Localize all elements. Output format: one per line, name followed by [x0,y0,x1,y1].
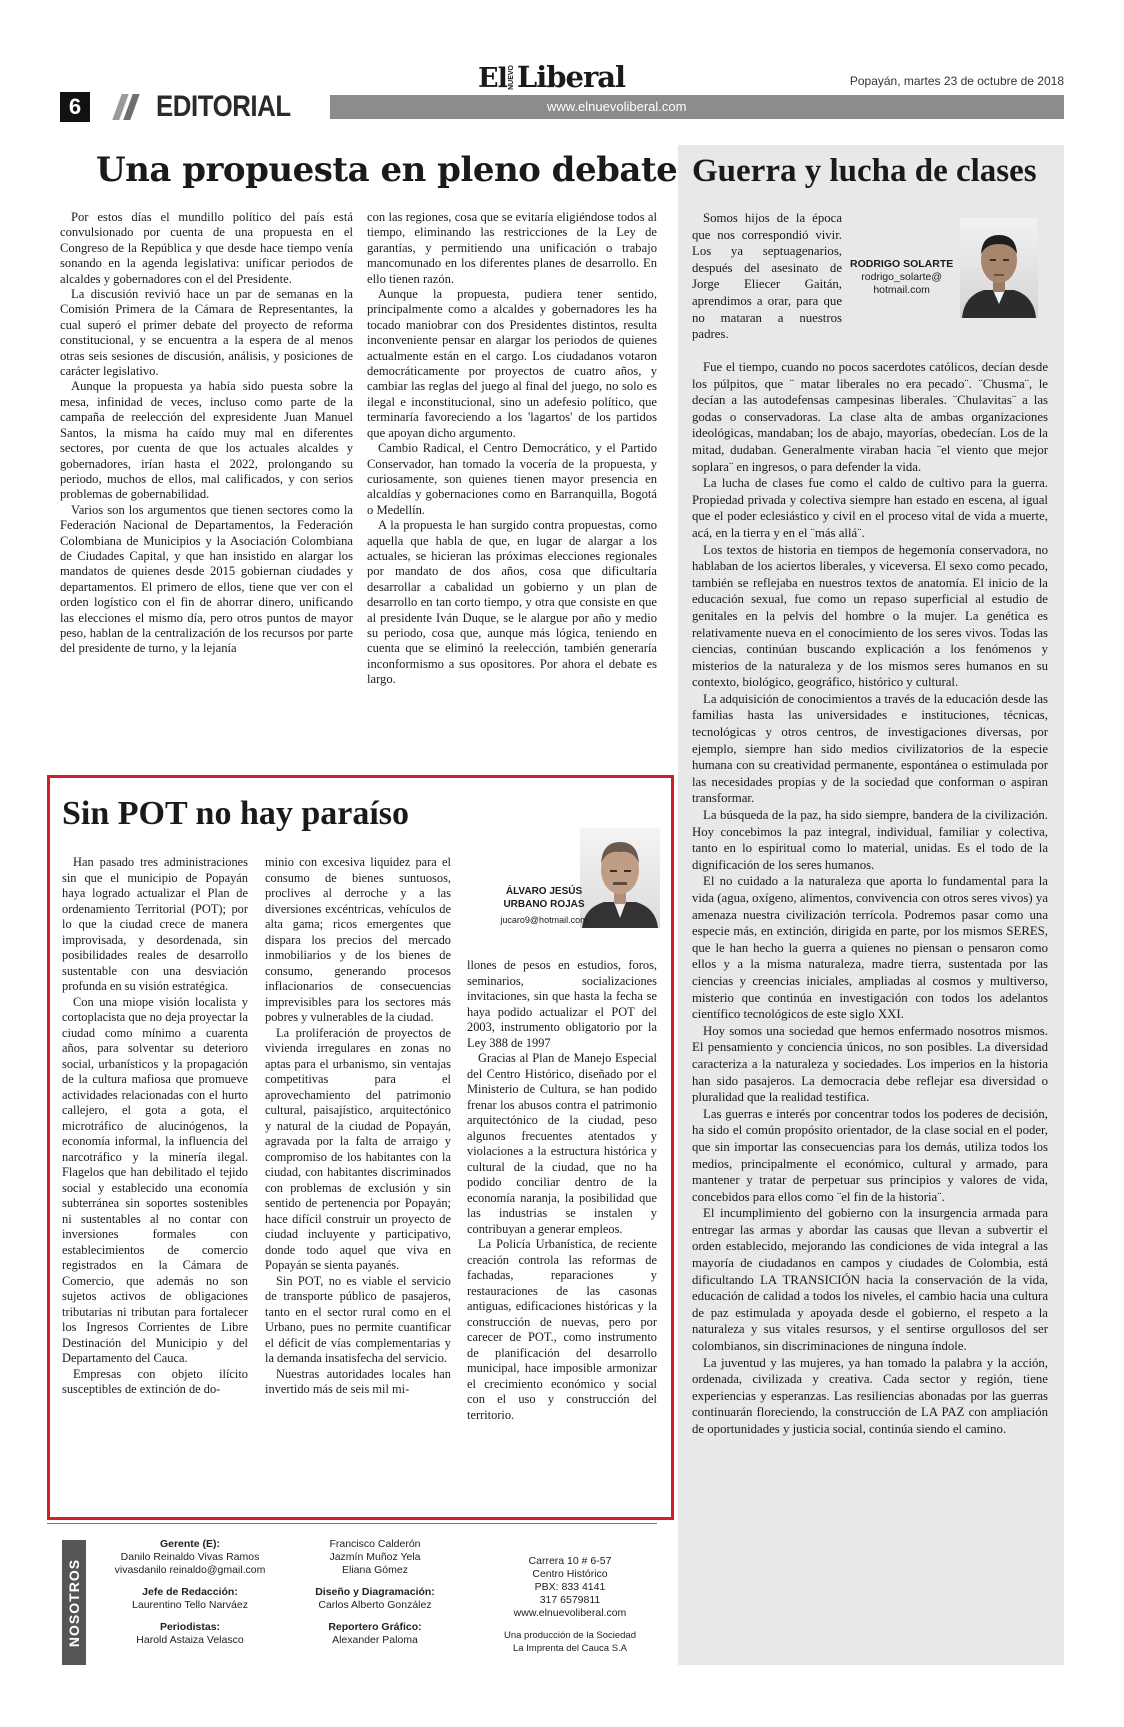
staff-name: Jazmín Muñoz Yela [329,1551,421,1563]
website-link[interactable]: www.elnuevoliberal.com [513,1607,627,1619]
paragraph: La Policía Urbanística, de reciente creación controla las reformas de fachadas, reparaciones y restauraciones de las casonas antiguas, edificaciones históricas y la construcción de nuevas, pero por carecer de POT., como instrumento de planificación del desarrollo municipal, hace imposible armonizar el crecimiento económico y social con el uso y construcción del territorio. [467,1237,657,1422]
paragraph: Las guerras e interés por concentrar todos los poderes de decisión, ha sido el común propósito orientador, de la clase social en el poder, que sin importar las consecuencias para los demás, utiliza todos los medios, principalmente el económico, cultural y armado, para mantener y tratar de perpetuar sus principios y valores de vida, concebidos para ellos como ¨el fin de la historia¨. [692,1106,1048,1204]
staff-name: Carlos Alberto González [318,1599,432,1611]
paragraph: Fue el tiempo, cuando no pocos sacerdotes católicos, decían desde los púlpitos, que ¨ matar liberales no era pecado¨. ¨Chusma¨, le decían a las autodefensas campesinas liberales. ¨Chulavitas¨ a las godas o conservadoras. La clase alta de ambas organizaciones ideológicas, mandaban; los de abajo, mayorías, obedecían. Los de la mitad, dudaban. Generalmente viraban hacia ¨el viento que mejor soplara¨ en ingresos, o para defender la vida. [692,360,1048,474]
section-title: EDITORIAL [156,90,291,123]
staff-name: Eliana Gómez [342,1564,408,1576]
paragraph: La proliferación de proyectos de vivienda irregulares en zonas no aptas para el urbanismo, sin ventajas competitivas para el aprovechamiento del patrimonio cultural, paisajístico, arquitectónico y natural de la ciudad de Popayán, agravada por la falta de arraigo y compromiso de los habitantes con la ciudad, con habitantes discriminados con problemas de exclusión y sin sentido de pertenencia por Popayán; hace difícil construir un proyecto de ciudad incluyente y participativo, donde todo aquel que viva en Popayán se sienta payanés. [265,1025,451,1272]
paragraph: El no cuidado a la naturaleza que aporta lo fundamental para la vida (agua, oxígeno, alimentos, convivencia con otros seres vivos) ya amenaza nuestra civilización terrícola. Podremos pasar como una especie más, en extinción, dirigida en parte, por los mismos SERES, que le han hecho la guerra a quienes no piensan o pensaron como ellos y a la misma naturaleza, madre tierra, sustentada por las ciencias y creencias iniciales, ampliadas al cosmos y multiverso, misterio que continúa en investigación con todos los adelantos científico tecnológicos de este siglo XXI. [692,874,1048,1022]
staff-name: Laurentino Tello Narváez [132,1599,248,1611]
paragraph: Con una miope visión localista y cortoplacista que no deja proyectar la ciudad como mínimo a cuarenta años, para solventar su deterioro social, urbanísticos y la propagación de la cultura mafiosa que promueve actividades relacionadas con el hurto callejero, el gota a gota, el microtráfico de alucinógenos, la economía informal, la influencia del narcotráfico y la minería ilegal. Flagelos que han debilitado el tejido social y establecido una economía subterránea sin soportes sostenibles ni sustentables al no contar con inversiones formales con establecimientos de comercio registrados en la Cámara de Comercio, que además no son sujetos activos de obligaciones tributarias ni tributan para fortalecer los Ingresos Corrientes de Libre Destinación del Municipio y del Departamento del Cauca. [62,994,248,1365]
staff-role: Gerente (E): [159,1538,221,1550]
staff-email: vivasdanilo reinaldo@gmail.com [114,1564,266,1576]
staff-role: Periodistas: [159,1621,221,1633]
publisher-credit: Una producción de la Sociedad [503,1630,637,1641]
paragraph: Por estos días el mundillo político del país está convulsionado por cuenta de una propuesta en el Congreso de la República y que desde hace tiempo venía sonando en la agenda legislativa: unificar periodos de alcaldes y gobernadores con el del Presidente. [60,210,353,286]
editorial-column-1 [60,210,353,657]
contact-info [480,1555,660,1655]
opinion-headline: Guerra y lucha de clases [692,153,1037,189]
paragraph: con las regiones, cosa que se evitaría eligiéndose todos al tiempo, eliminando las restricciones de la Ley de garantías, y permitiendo una unificación o trabajo mancomunado en los diferentes planes de desarrollo. En ello tienen razón. [367,210,657,286]
paragraph: Gracias al Plan de Manejo Especial del Centro Histórico, diseñado por el Ministerio de Cultura, se han podido frenar los abusos contra el patrimonio arquitectónico de la ciudad, peso algunos frecuentes atentados y violaciones a la estructura histórica y cultural de la ciudad, que no ha podido conciliar dentro de la economía naranja, la posibilidad que las industrias se instalen y contribuyan a generar empleos. [467,1051,657,1236]
opinion-body [692,359,1048,1438]
page-number: 6 [60,92,90,122]
paragraph: La juventud y las mujeres, ya han tomado la palabra y la acción, ordenada, civilizada y creativa. Cada sector y región, tiene experiencias y esperanzas. Las resiliencias abonadas por las guerras continuarán floreciendo, la construcción de LA PAZ con ampliación de oportunidades y justicia social, continúa siendo el camino. [692,1355,1048,1436]
boxed-column-1 [62,855,248,1398]
paragraph: llones de pesos en estudios, foros, seminarios, socializaciones invitaciones, sin que hasta la fecha se haya podido actualizar el POT del 2003, instrumento obligatorio por la Ley 388 de 1997 [467,958,657,1050]
staff-role: Jefe de Redacción: [142,1586,238,1598]
paragraph: La búsqueda de la paz, ha sido siempre, bandera de la civilización. Hoy concebimos la paz integral, individual, familiar y colectiva, tanto en lo espiritual como lo material, unidas. Es el todo de la dignificación de los seres humanos. [692,808,1048,872]
author-email: jucaro9@hotmail.com [500,915,588,925]
paragraph: Han pasado tres administraciones sin que el municipio de Popayán haya logrado actualizar el Plan de ordenamiento Territorial (POT); por lo que la ciudad crece de manera improvisada, y desordenada, sin posibilidades reales de desarrollo sustentable con una desviación profunda en su visión estratégica. [62,855,248,993]
paragraph: Los textos de historia en tiempos de hegemonía conservadora, no hablaban de los aciertos liberales, y viceversa. El sexo como pecado, también se reflejaba en nuestros textos de anatomía. El inicio de la educación sexual, fue como un repaso superficial al estudio de genitales en la pelvis del hombre o la mujer. La genética es relativamente nueva en el conocimiento de los seres vivos. Todas las ciencias, continúan buscando explicación a los fenómenos y misterios de la naturaleza y de los mismos seres humanos en su contexto, biológico, geográfico, histórico y cultural. [692,542,1048,690]
address: Carrera 10 # 6-57 [528,1555,612,1567]
paragraph: La adquisición de conocimientos a través de la educación desde las familias hasta las universidades e instituciones, técnicas, tecnológicas y otros centros, de investigaciones diversas, por ejemplo, siempre han sido medios civilizatorios de la especie humana con su creatividad permanente, espontánea o estimulada por las necesidades propias y de la sociedad que conforman o aspiran transformar. [692,691,1048,806]
paragraph: Nuestras autoridades locales han invertido más de seis mil mi- [265,1366,451,1396]
paragraph: El incumplimiento del gobierno con la insurgencia armada para entregar las armas y abordar las causas que llevan a subvertir el orden establecido, mejorando las condiciones de vida integral a las mayoría de ciudadanos en campos y ciudades de Colombia, está dificultando LA TRANSICIÓN hacia la conservación de la vida, educación de calidad a todos los niveles, el cambio hacia una cultura de paz estimulada y apoyada desde el gobierno, el respeto a la naturaleza y sus vitales resursos, y el sentirse orgullosos del ser colombianos, sin discriminaciones de ninguna índole. [692,1206,1048,1354]
staff-role: Diseño y Diagramación: [315,1586,435,1598]
logo-nuevo: NUEVO [507,65,515,90]
paragraph: Sin POT, no es viable el servicio de transporte público de pasajeros, tanto en el sector rural como en el Urbano, pues no permite cuantificar el déficit de vías complementarias y la demanda insatisfecha del servicio. [265,1273,451,1365]
staff-management [100,1538,280,1647]
paragraph: La lucha de clases fue como el caldo de cultivo para la guerra. Propiedad privada y colectiva siempre han estado en escena, al igual que el poder eclesiástico y civil en el proceso vital de vida a muerte, acá, en la tierra y en el ¨más allá¨. [692,476,1048,540]
paragraph: Aunque la propuesta, pudiera tener sentido, principalmente como a alcaldes y gobernadores les ha tocado maniobrar con dos Presidentes distintos, resulta inconveniente pensar en alargar los periodos de quienes actualmente están en el cargo. Los ciudadanos votaron democráticamente por proyectos de cuatro años, y cambiar las reglas del juego al final del juego, no solo es ilegal e inconstitucional, sino un adefesio político, que terminaría favoreciendo a los 'lagartos' de los partidos que apoyan dicho argumento. [367,287,657,440]
paragraph: A la propuesta le han surgido contra propuestas, como aquella que habla de que, en lugar de alargar a los actuales, se hicieran las próximas elecciones regionales por mandato de dos años, cosa que dificultaría desarrollar a cabalidad un gobierno y un plan de desarrollo en tan corto tiempo, y otra que consiste en que al presidente Iván Duque, se le alargue por año y medio su periodo, cosa que, aunque más lógica, teniendo en cuenta que se eliminó la reelección, también generaría inconformismo a sus opositores. Por ahora el debate es largo. [367,518,657,687]
opinion-byline [850,258,953,297]
site-url: www.elnuevoliberal.com [547,99,687,114]
paragraph: Somos hijos de la época que nos correspondió vivir. Los ya septuagenarios, después del asesinato de Jorge Eliecer Gaitán, aprendimos a orar, para que no mataran a nuestros padres. [692,211,842,342]
nosotros-tab [62,1540,86,1665]
publisher-credit: La Imprenta del Cauca S.A [512,1643,628,1654]
author-photo [960,218,1038,318]
author-name: URBANO ROJAS [503,899,585,910]
issue-date: Popayán, martes 23 de octubre de 2018 [849,74,1064,88]
newspaper-logo [478,58,625,92]
staff-name: Alexander Paloma [332,1634,418,1646]
paragraph: Empresas con objeto ilícito susceptibles de extinción de do- [62,1366,248,1396]
logo-el: El [478,63,507,94]
paragraph: minio con excesiva liquidez para el consumo de bienes suntuosos, proclives al derroche y a las diversiones excéntricas, vehículos de alta gama; ricos emergentes que dispara los precios del mercado inmobiliarios y de los bienes de consumo, generando procesos inflacionarios de consecuencias imprevisibles para los sectores más pobres y vulnerables de la ciudad. [265,855,451,1024]
phone: PBX: 833 4141 [534,1581,606,1593]
nosotros-label: NOSOTROS [66,1558,82,1647]
section-header-bar [60,92,1064,122]
phone: 317 6579811 [539,1594,601,1606]
boxed-article-byline [494,885,594,927]
editorial-column-2 [367,210,657,688]
paragraph: Varios son los argumentos que tienen sectores como la Federación Nacional de Departamentos, la Federación Colombiana de Municipios y la Asociación Colombiana de Ciudades Capital, y que han insistido en alargar los mandatos de quienes desde 2015 gobiernan ciudades y departamentos. El primero de ellos, tiene que ver con el orden logístico con el fin de ahorrar dinero, unificando las elecciones el mismo día, pero otros puntos de mayor peso, hablan de la centralización de los recursos por parte del presidente de turno, y la lejanía [60,502,353,656]
paragraph: Hoy somos una sociedad que hemos enfermado nosotros mismos. El pensamiento y conciencia únicos, no son posibles. La diversidad caracteriza a la naturaleza y sociedades. Los imperios en la historia han sido pasajeros. La democracia debe reflejar esa diversidad o pluralidad que la realidad testifica. [692,1023,1048,1105]
paragraph: Cambio Radical, el Centro Democrático, y el Partido Conservador, han tomado la vocería de la propuesta, y curiosamente, son quienes tienen mayor presencia en alcaldías y gobernaciones como en Barranquilla, Bogotá o Medellín. [367,441,657,517]
staff-name: Harold Astaiza Velasco [136,1634,244,1646]
logo-liberal: Liberal [516,60,626,94]
staff-name: Francisco Calderón [329,1538,421,1550]
slash-ornament-icon [117,94,135,120]
editorial-headline: Una propuesta en pleno debate [96,150,678,190]
boxed-column-3 [467,958,657,1423]
boxed-article-headline: Sin POT no hay paraíso [62,795,410,832]
header-gray-band [330,95,1064,119]
author-name: RODRIGO SOLARTE [850,258,954,270]
staff-name: Danilo Reinaldo Vivas Ramos [120,1551,260,1563]
author-email: rodrigo_solarte@ [861,271,942,283]
paragraph: Aunque la propuesta ya había sido puesta sobre la mesa, infinidad de veces, incluso como parte de la campaña de reelección del expresidente Juan Manuel Santos, la misma ha caído muy mal en diferentes sectores, por cuenta de que los actuales alcaldes y gobernadores, irían hasta el 2022, prolongando su periodo, muchos de ellos, mal calificados, y con serios problemas de gobernabilidad. [60,379,353,502]
opinion-intro [692,210,842,343]
address: Centro Histórico [532,1568,608,1580]
paragraph: La discusión revivió hace un par de semanas en la Comisión Primera de la Cámara de Representantes, la cual superó el primer debate del proyecto de reforma constitucional, y se encuentra a la espera de al menos otras seis sesiones de discusión, análisis, y posiciones de carácter legislativo. [60,287,353,379]
footer-divider [47,1523,657,1524]
staff-role: Reportero Gráfico: [328,1621,422,1633]
author-email: hotmail.com [873,284,930,296]
boxed-column-2 [265,855,451,1398]
author-name: ÁLVARO JESÚS [505,886,583,897]
staff-design [290,1538,460,1647]
